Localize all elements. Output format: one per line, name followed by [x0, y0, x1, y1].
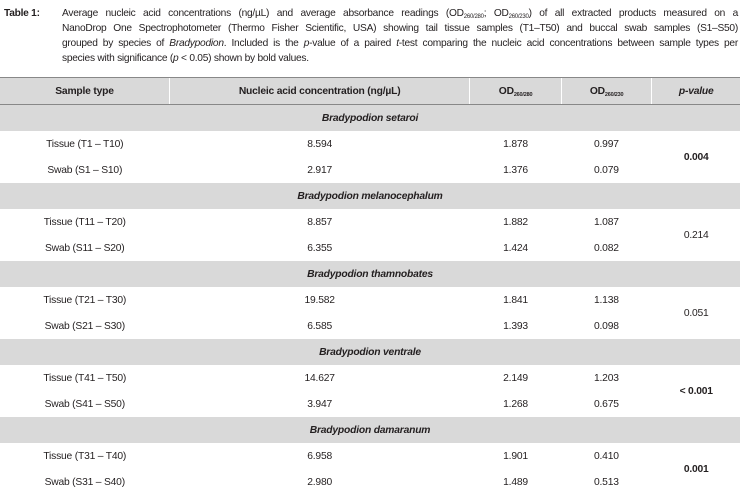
caption-text [62, 6, 738, 66]
caption-line-1: Average nucleic acid concentrations (ng/µL) and average absorbance readings ($OD_{260/280}$; $OD_{260/230}$) of all extracted products measured on a [62, 8, 738, 20]
od-260-280-cell: 1.376 [503, 164, 528, 176]
table-row [0, 209, 740, 235]
p-value-cell: 0.051 [652, 287, 740, 339]
od-260-230-cell: 0.997 [593, 138, 619, 150]
caption-label: Table 1: [4, 8, 40, 19]
od-260-230-cell: 1.203 [593, 372, 619, 384]
od-260-230-cell: 1.087 [593, 216, 619, 228]
od-260-280-cell: 1.882 [503, 216, 528, 228]
od-260-230-cell: 0.098 [593, 320, 619, 332]
sample-type-cell: Tissue (T1 – T10) [46, 138, 124, 150]
concentration-cell: 8.594 [307, 138, 333, 150]
p-value-cell: 0.001 [652, 443, 740, 495]
species-name: Bradypodion ventrale [0, 339, 740, 365]
od-260-230-cell: 0.082 [593, 242, 619, 254]
concentration-cell: 8.857 [307, 216, 333, 228]
sample-type-cell: Swab (S31 – S40) [44, 476, 125, 488]
table-row [0, 131, 740, 157]
header-od-260-280: OD260/280 [470, 78, 562, 105]
species-name: Bradypodion setaroi [0, 105, 740, 132]
species-row [0, 105, 740, 132]
od-260-280-cell: 1.489 [503, 476, 528, 488]
sample-type-cell: Swab (S11 – S20) [44, 242, 125, 254]
header-od-260-230: OD260/230 [561, 78, 652, 105]
species-name: Bradypodion damaranum [0, 417, 740, 443]
od-260-280-cell: 1.424 [503, 242, 528, 254]
od-260-230-cell: 0.675 [593, 398, 619, 410]
od-260-280-cell: 2.149 [503, 372, 528, 384]
header-row [0, 78, 740, 105]
species-name: Bradypodion melanocephalum [0, 183, 740, 209]
od-260-230-cell: 1.138 [593, 294, 619, 306]
concentration-cell: 6.958 [307, 450, 333, 462]
caption-line-3: grouped by species of Bradypodion. Included is the p-value of a paired t-test comparing the nucleic acid concentrations between sample types per [62, 38, 738, 49]
sample-type-cell: Swab (S21 – S30) [44, 320, 125, 332]
table-row [0, 157, 740, 183]
table-row [0, 469, 740, 495]
table-row [0, 365, 740, 391]
species-row [0, 339, 740, 365]
concentration-cell: 2.917 [307, 164, 333, 176]
od-260-280-cell: 1.878 [503, 138, 528, 150]
od-260-280-cell: 1.901 [503, 450, 528, 462]
species-name: Bradypodion thamnobates [0, 261, 740, 287]
concentration-cell: 14.627 [304, 372, 335, 384]
table-row [0, 313, 740, 339]
caption-line-4: species with significance (p < 0.05) shown by bold values. [62, 53, 309, 64]
concentration-cell: 2.980 [307, 476, 333, 488]
sample-type-cell: Tissue (T11 – T20) [43, 216, 126, 228]
od-260-230-cell: 0.410 [593, 450, 619, 462]
sample-type-cell: Tissue (T21 – T30) [43, 294, 127, 306]
table-row [0, 443, 740, 469]
sample-type-cell: Tissue (T41 – T50) [43, 372, 127, 384]
species-row [0, 183, 740, 209]
p-value-cell: 0.004 [652, 131, 740, 183]
od-260-280-cell: 1.841 [503, 294, 528, 306]
p-value-cell: 0.214 [652, 209, 740, 261]
caption-line-2: NanoDrop One Spectrophotometer (Thermo Fisher Scientific, USA) showing tail tissue samples (T1–T50) and buccal swab samples (S1–S50) [62, 23, 738, 34]
concentration-cell: 6.585 [307, 320, 333, 332]
od-260-280-cell: 1.393 [503, 320, 528, 332]
concentration-cell: 3.947 [307, 398, 333, 410]
od-260-280-cell: 1.268 [503, 398, 528, 410]
concentration-cell: 6.355 [307, 242, 333, 254]
od-260-230-cell: 0.079 [593, 164, 619, 176]
p-value-cell: < 0.001 [652, 365, 740, 417]
table-row [0, 391, 740, 417]
od-260-230-cell: 0.513 [593, 476, 619, 488]
concentration-cell: 19.582 [304, 294, 335, 306]
species-row [0, 261, 740, 287]
table-row [0, 287, 740, 313]
header-sample-type: Sample type [0, 78, 170, 105]
header-p-value: p-value [652, 78, 740, 105]
species-row [0, 417, 740, 443]
table-row [0, 235, 740, 261]
sample-type-cell: Swab (S41 – S50) [44, 398, 125, 410]
header-concentration: Nucleic acid concentration (ng/µL) [170, 78, 470, 105]
results-table [0, 77, 740, 495]
sample-type-cell: Swab (S1 – S10) [47, 164, 123, 176]
sample-type-cell: Tissue (T31 – T40) [43, 450, 127, 462]
